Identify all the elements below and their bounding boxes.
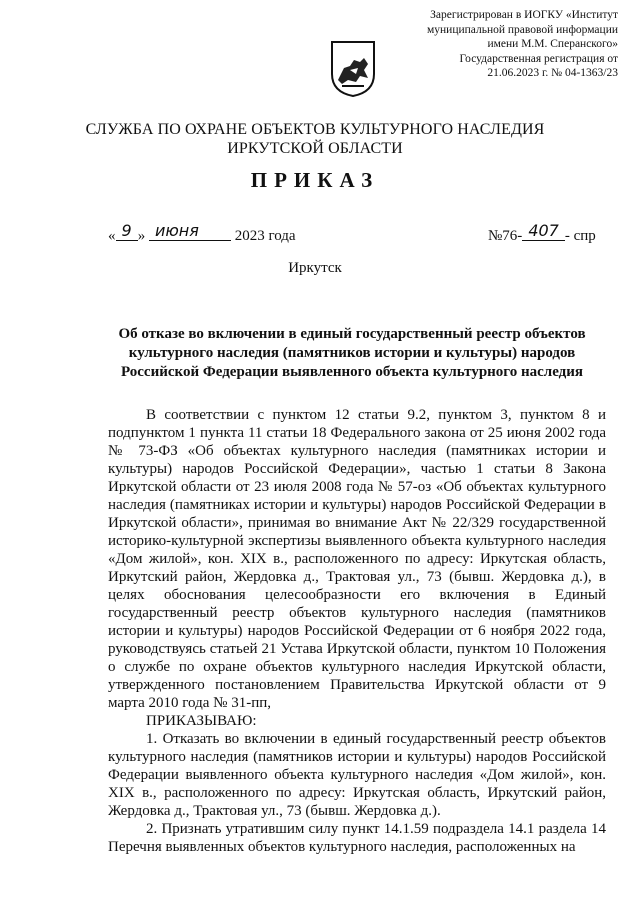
handwritten-day: 9	[116, 221, 138, 241]
order-item-2: 2. Признать утратившим силу пункт 14.1.59 подраздела 14.1 раздела 14 Перечня выявленных объектов культурного наследия, расположенных на	[108, 821, 606, 855]
subject-line: Российской Федерации выявленного объекта культурного наследия	[120, 364, 584, 380]
order-date	[108, 221, 296, 245]
quote-close: »	[137, 228, 146, 244]
decree-word: ПРИКАЗЫВАЮ:	[146, 713, 257, 729]
order-number	[488, 221, 596, 245]
organization-line-1: СЛУЖБА ПО ОХРАНЕ ОБЪЕКТОВ КУЛЬТУРНОГО НАСЛЕДИЯ	[85, 121, 545, 138]
handwritten-month: июня	[149, 221, 231, 241]
order-subject	[108, 325, 596, 382]
city-name: Иркутск	[288, 260, 342, 276]
organization-name	[60, 120, 570, 158]
quote-open: «	[108, 228, 116, 244]
registration-line: 21.06.2023 г. № 04-1363/23	[487, 67, 618, 79]
order-item-1: 1. Отказать во включении в единый государственный реестр объектов культурного наследия (памятников истории и культуры) народов Российской Федерации выявленного объекта культурного наследия «Дом жилой», кон. XIX в., расположенного по адресу: Иркутская область, Иркутский район, Жердовка д., Трактовая ул., 73 (бывш. Жердовка д.).	[108, 731, 606, 819]
order-year: 2023 года	[234, 228, 296, 244]
order-body	[108, 406, 606, 856]
order-number-suffix: - спр	[564, 228, 596, 244]
registration-stamp	[420, 8, 618, 81]
order-number-prefix: №76-	[488, 228, 523, 244]
preamble-paragraph: В соответствии с пунктом 12 статьи 9.2, пунктом 3, пунктом 8 и подпунктом 1 пункта 11 статьи 18 Федерального закона от 25 июня 2002 года № 73-ФЗ «Об объектах культурного наследия (памятниках истории и культуры) народов Российской Федерации», частью 1 статьи 8 Закона Иркутской области от 23 июля 2008 года № 57-оз «Об объектах культурного наследия (памятниках истории и культуры) народов Российской Федерации в Иркутской области», принимая во внимание Акт № 22/329 государственной историко-культурной экспертизы выявленного объекта культурного наследия «Дом жилой», кон. XIX в., расположенного по адресу: Иркутская область, Иркутский район, Жердовка д., Трактовая ул., 73 (бывш. Жердовка д.), в целях обоснования целесообразности его включения в Единый государственный реестр объектов культурного наследия (памятников истории и культуры) народов Российской Федерации от 6 ноября 2022 года, руководствуясь статьей 21 Устава Иркутской области, пунктом 10 Положения о службе по охране объектов культурного наследия Иркутской области, утвержденного постановлением Правительства Иркутской области от 9 марта 2010 года № 31-пп,	[108, 407, 606, 711]
subject-line: культурного наследия (памятников истории и культуры) народов	[128, 345, 576, 361]
subject-line: Об отказе во включении в единый государственный реестр объектов	[118, 326, 586, 342]
registration-line: Зарегистрирован в ИОГКУ «Институт	[430, 9, 618, 21]
coat-of-arms-icon	[330, 40, 376, 98]
organization-line-2: ИРКУТСКОЙ ОБЛАСТИ	[227, 140, 403, 157]
document-type-title: ПРИКАЗ	[250, 168, 380, 192]
registration-line: муниципальной правовой информации	[426, 23, 618, 36]
registration-line: Государственная регистрация от	[459, 52, 618, 65]
registration-line: имени М.М. Сперанского»	[487, 38, 618, 50]
handwritten-order-number: 407	[522, 221, 565, 241]
